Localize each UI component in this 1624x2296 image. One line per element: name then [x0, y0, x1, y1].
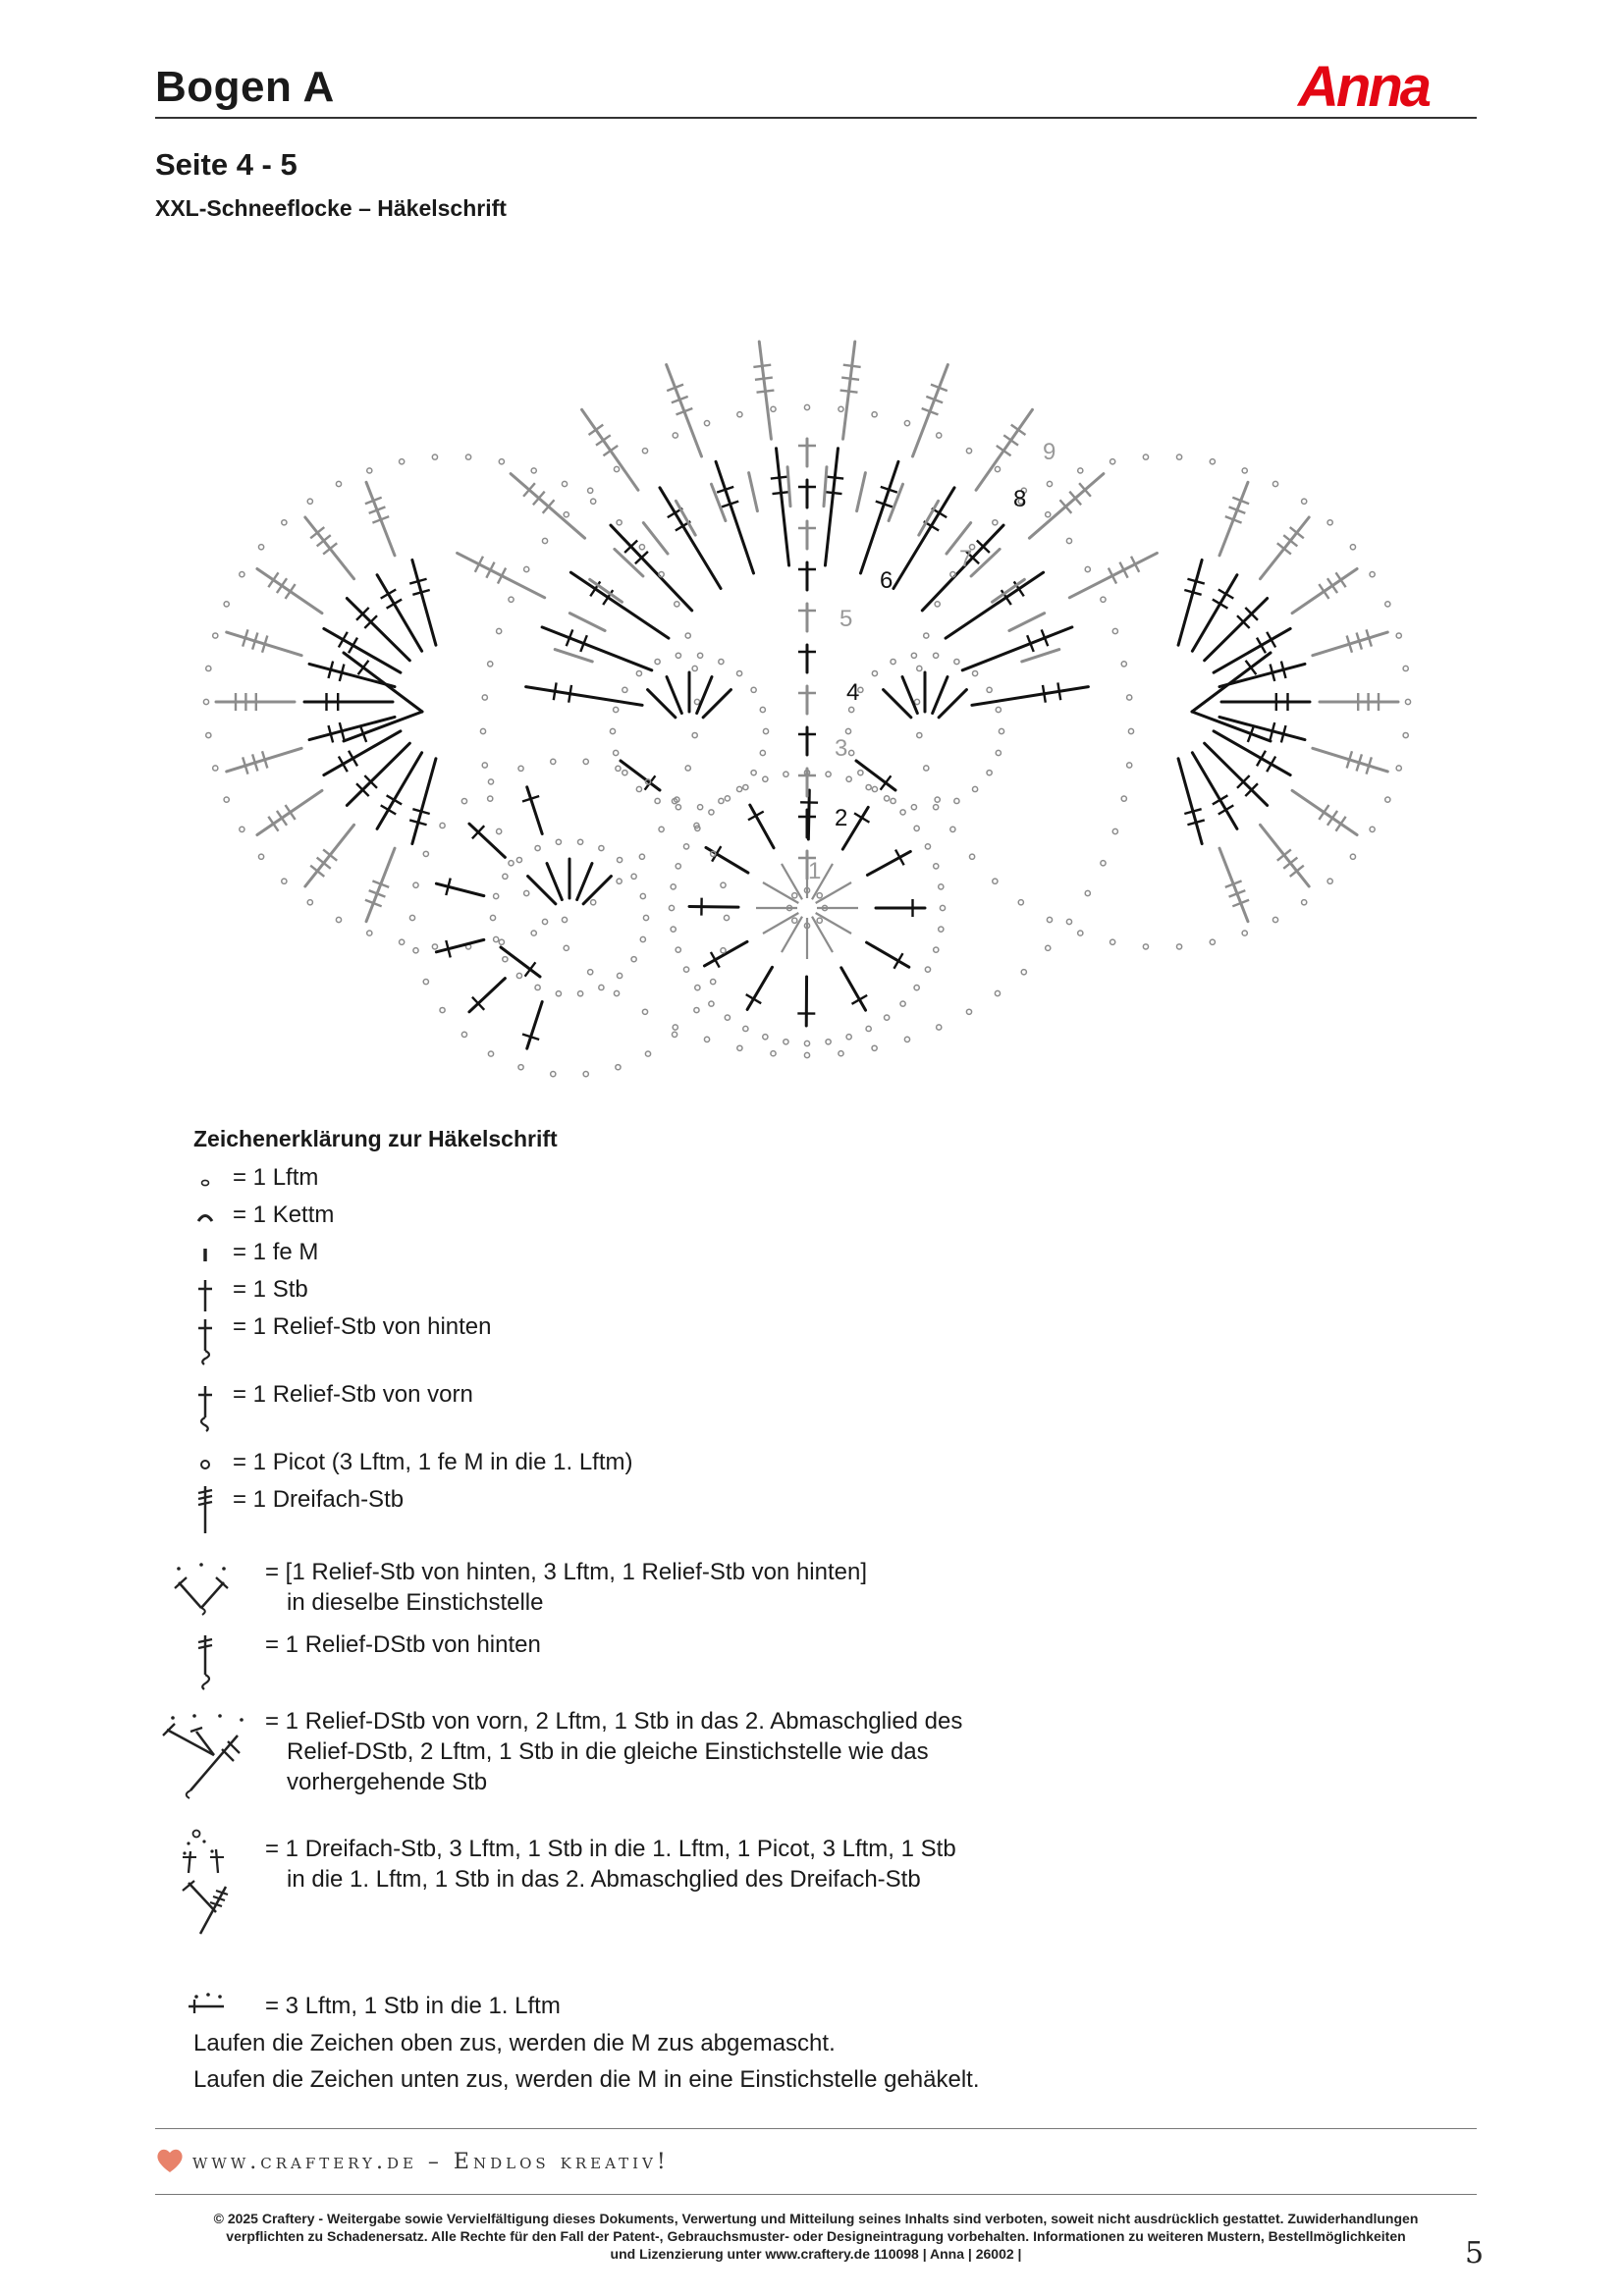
round-label-3: 3 — [835, 735, 848, 762]
brand-wordmark: Anna — [1298, 57, 1429, 116]
crochet-chart-symbols — [203, 342, 1410, 1077]
round-label-8: 8 — [1013, 486, 1027, 512]
back-post-dc-icon — [192, 1315, 222, 1366]
legend-item-triple-treble-picot-line-2: in die 1. Lftm, 1 Stb in das 2. Abmaschglied des Dreifach-Stb — [287, 1866, 921, 1893]
legal-notice — [155, 2210, 1477, 2263]
footer-slogan: www.craftery.de – Endlos kreativ! — [192, 2150, 670, 2174]
legend-item-chain-dc: = 3 Lftm, 1 Stb in die 1. Lftm — [265, 1993, 561, 2019]
legend-item-triple-treble: = 1 Dreifach-Stb — [233, 1486, 405, 1513]
legend-item-back-post-dc: = 1 Relief-Stb von hinten — [233, 1313, 492, 1340]
round-label-4: 4 — [846, 679, 860, 706]
round-label-2: 2 — [835, 805, 848, 831]
back-post-tr-icon — [192, 1631, 222, 1692]
legal-line: und Lizenzierung unter www.craftery.de 110098 | Anna | 26002 | — [610, 2246, 1022, 2262]
legend-note-decrease: Laufen die Zeichen oben zus, werden die M zus abgemascht. — [193, 2030, 836, 2056]
page-number: 5 — [1465, 2236, 1485, 2270]
legend-item-v-stitch-line-1: = [1 Relief-Stb von hinten, 3 Lftm, 1 Relief-Stb von hinten] — [265, 1559, 868, 1585]
double-crochet-icon — [192, 1276, 222, 1313]
round-label-9: 9 — [1043, 439, 1056, 465]
legend-item-back-post-tr: = 1 Relief-DStb von hinten — [265, 1631, 541, 1658]
round-label-1: 1 — [808, 858, 822, 884]
header-divider — [155, 117, 1477, 119]
page-title: Bogen A — [155, 63, 335, 111]
round-number-labels — [808, 439, 1056, 884]
anna-logo — [1294, 57, 1481, 116]
legend-item-v-stitch-line-2: in dieselbe Einstichstelle — [287, 1589, 544, 1616]
chain-symbol-icon — [192, 1170, 222, 1196]
legend-item-front-post-tr-line-3: vorhergehende Stb — [287, 1769, 488, 1795]
chain-dc-icon — [177, 1989, 236, 2018]
front-post-dc-icon — [192, 1382, 222, 1433]
picot-icon — [192, 1453, 222, 1478]
legal-line: verpflichten zu Schadenersatz. Alle Rechte für den Fall der Patent-, Gebrauchsmuster- oder Designeintragung vorbehalten. Informationen zu weiteren Mustern, Bestellmöglichkeiten — [226, 2228, 1406, 2244]
legend-note-increase: Laufen die Zeichen unten zus, werden die M in eine Einstichstelle gehäkelt. — [193, 2066, 980, 2093]
round-label-5: 5 — [839, 606, 853, 632]
single-crochet-icon — [192, 1241, 222, 1270]
slip-stitch-icon — [192, 1205, 222, 1231]
triple-treble-picot-icon — [167, 1826, 245, 1944]
footer-divider-top — [155, 2128, 1477, 2129]
round-label-7: 7 — [959, 546, 973, 572]
legend-item-picot: = 1 Picot (3 Lftm, 1 fe M in die 1. Lftm) — [233, 1449, 633, 1475]
legend-item-chain: = 1 Lftm — [233, 1164, 319, 1191]
legal-line: © 2025 Craftery - Weitergabe sowie Vervielfältigung dieses Dokuments, Verwertung und Mitteilung seines Inhalts sind verboten, soweit nicht ausdrücklich gestattet. Zuwiderhandlungen — [213, 2211, 1419, 2226]
section-subtitle: XXL-Schneeflocke – Häkelschrift — [155, 195, 507, 221]
legend-item-slip-stitch: = 1 Kettm — [233, 1201, 335, 1228]
legend-item-front-post-dc: = 1 Relief-Stb von vorn — [233, 1381, 473, 1408]
front-post-tr-cluster-icon — [157, 1708, 255, 1802]
crochet-chart — [147, 152, 1483, 1095]
triple-treble-icon — [192, 1484, 222, 1535]
legend-item-single-crochet: = 1 fe M — [233, 1239, 319, 1265]
legend-item-front-post-tr-line-2: Relief-DStb, 2 Lftm, 1 Stb in die gleiche Einstichstelle wie das — [287, 1738, 929, 1765]
round-label-6: 6 — [880, 567, 893, 594]
v-stitch-icon — [167, 1559, 236, 1618]
legend-item-double-crochet: = 1 Stb — [233, 1276, 308, 1303]
section-title: Seite 4 - 5 — [155, 147, 298, 182]
footer-divider-bottom — [155, 2194, 1477, 2195]
heart-icon — [155, 2146, 185, 2175]
legend-item-triple-treble-picot-line-1: = 1 Dreifach-Stb, 3 Lftm, 1 Stb in die 1. Lftm, 1 Picot, 3 Lftm, 1 Stb — [265, 1836, 956, 1862]
legend-title: Zeichenerklärung zur Häkelschrift — [193, 1126, 558, 1151]
legend-item-front-post-tr-line-1: = 1 Relief-DStb von vorn, 2 Lftm, 1 Stb in das 2. Abmaschglied des — [265, 1708, 963, 1735]
